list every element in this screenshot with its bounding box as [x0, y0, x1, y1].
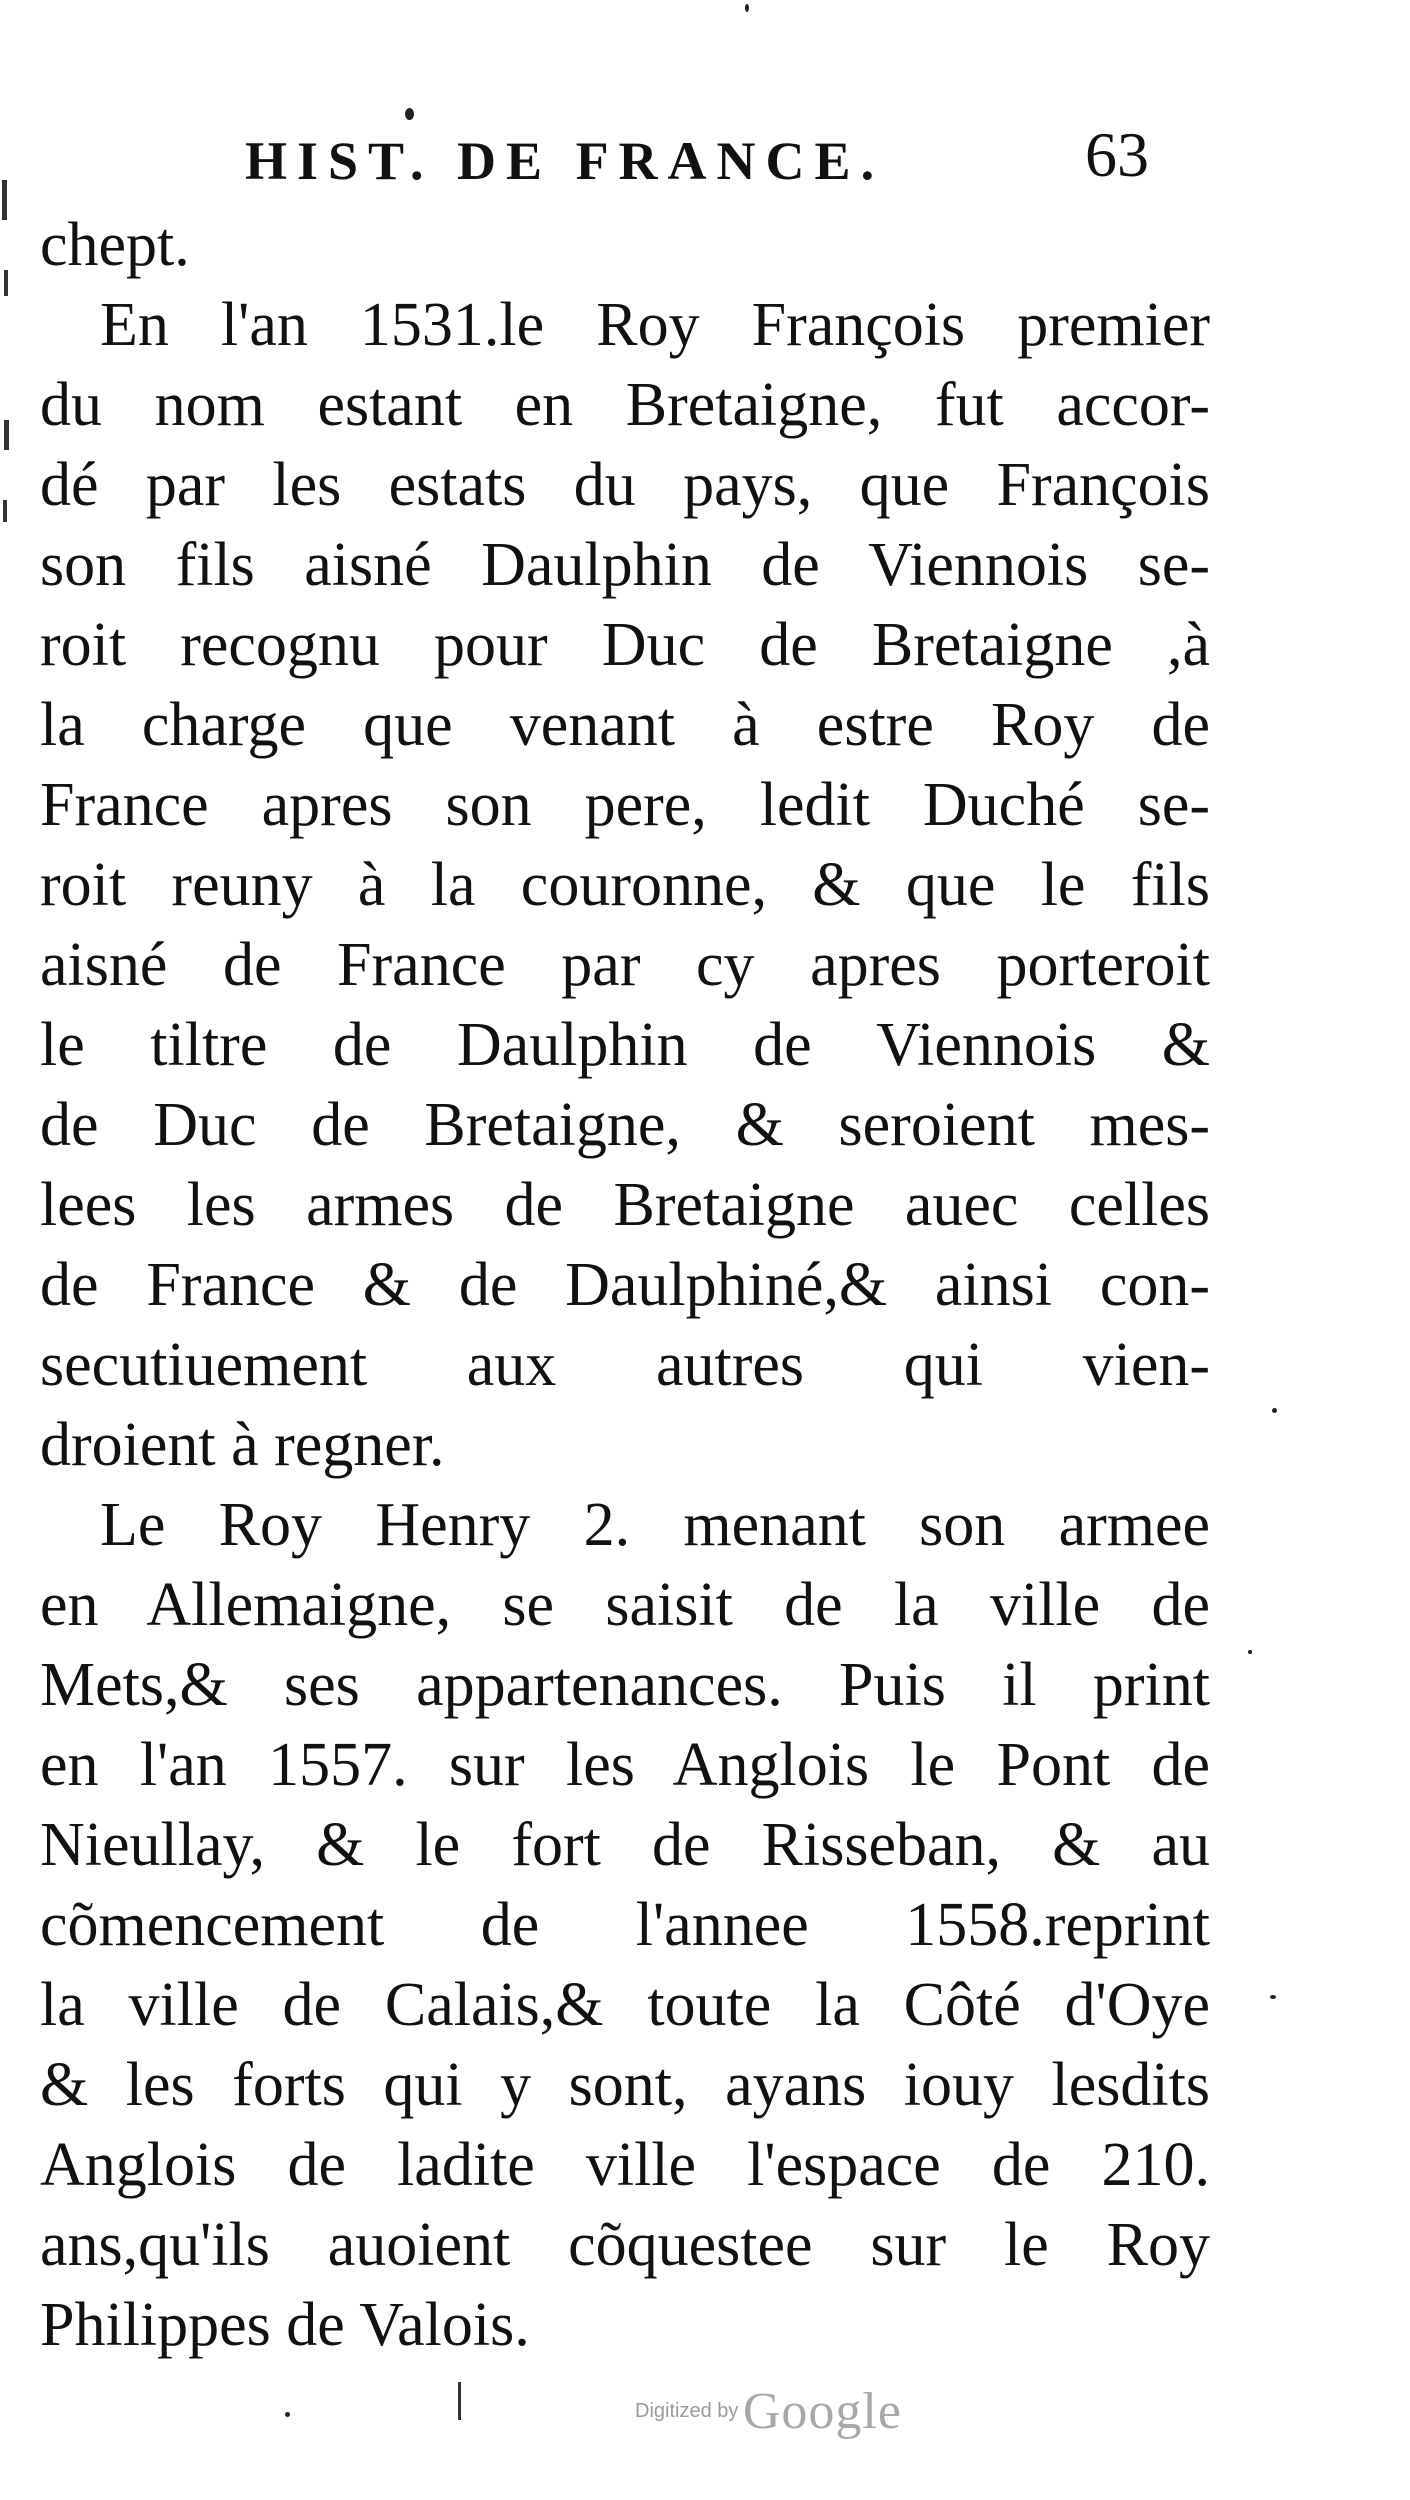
- text-line: de France & de Daulphiné,& ainsi con-: [40, 1251, 1210, 1319]
- text-line: roit reuny à la couronne, & que le fils: [40, 851, 1210, 919]
- text-line: cõmencement de l'annee 1558.reprint: [40, 1891, 1210, 1959]
- text-line: la ville de Calais,& toute la Côté d'Oye: [40, 1971, 1210, 2039]
- scan-artifact-mark: [458, 2382, 461, 2420]
- scan-artifact-mark: [3, 500, 7, 522]
- text-line: du nom estant en Bretaigne, fut accor-: [40, 371, 1210, 439]
- scan-artifact-speck: [1248, 1650, 1252, 1654]
- text-line: secutiuement aux autres qui vien-: [40, 1331, 1210, 1399]
- text-line: & les forts qui y sont, ayans iouy lesdits: [40, 2051, 1210, 2119]
- scan-artifact-speck: [285, 2412, 290, 2417]
- scan-artifact-mark: [2, 180, 7, 220]
- text-line: en l'an 1557. sur les Anglois le Pont de: [40, 1731, 1210, 1799]
- text-line: la charge que venant à estre Roy de: [40, 691, 1210, 759]
- text-line: Anglois de ladite ville l'espace de 210.: [40, 2131, 1210, 2199]
- text-line: de Duc de Bretaigne, & seroient mes-: [40, 1091, 1210, 1159]
- text-line: roit recognu pour Duc de Bretaigne ,à: [40, 611, 1210, 679]
- running-title: HIST. DE FRANCE.: [245, 131, 885, 191]
- scan-artifact-mark: [4, 420, 9, 450]
- scan-artifact-speck: [745, 4, 749, 12]
- text-line: En l'an 1531.le Roy François premier: [100, 291, 1210, 359]
- text-line: dé par les estats du pays, que François: [40, 451, 1210, 519]
- text-line: en Allemaigne, se saisit de la ville de: [40, 1571, 1210, 1639]
- scan-artifact-speck: [405, 108, 414, 120]
- text-line: ans,qu'ils auoient cõquestee sur le Roy: [40, 2211, 1210, 2279]
- text-line: son fils aisné Daulphin de Viennois se-: [40, 531, 1210, 599]
- text-line: Nieullay, & le fort de Risseban, & au: [40, 1811, 1210, 1879]
- body-text: [40, 205, 1210, 2365]
- scan-artifact-speck: [1272, 1408, 1277, 1413]
- scan-artifact-speck: [1270, 1995, 1276, 1999]
- scan-artifact-mark: [4, 270, 8, 296]
- text-line: aisné de France par cy apres porteroit: [40, 931, 1210, 999]
- digitized-by-watermark: [635, 2382, 902, 2441]
- text-line: Philippes de Valois.: [40, 2291, 530, 2359]
- text-line: Le Roy Henry 2. menant son armee: [100, 1491, 1210, 1559]
- digitized-by-label: Digitized by: [635, 2400, 739, 2422]
- text-line: chept.: [40, 211, 190, 279]
- text-line: France apres son pere, ledit Duché se-: [40, 771, 1210, 839]
- google-logo: Google: [742, 2383, 902, 2440]
- page-number: 63: [1085, 119, 1149, 190]
- text-line: Mets,& ses appartenances. Puis il print: [40, 1651, 1210, 1719]
- text-line: droient à regner.: [40, 1411, 445, 1479]
- text-line: lees les armes de Bretaigne auec celles: [40, 1171, 1210, 1239]
- text-line: le tiltre de Daulphin de Viennois &: [40, 1011, 1210, 1079]
